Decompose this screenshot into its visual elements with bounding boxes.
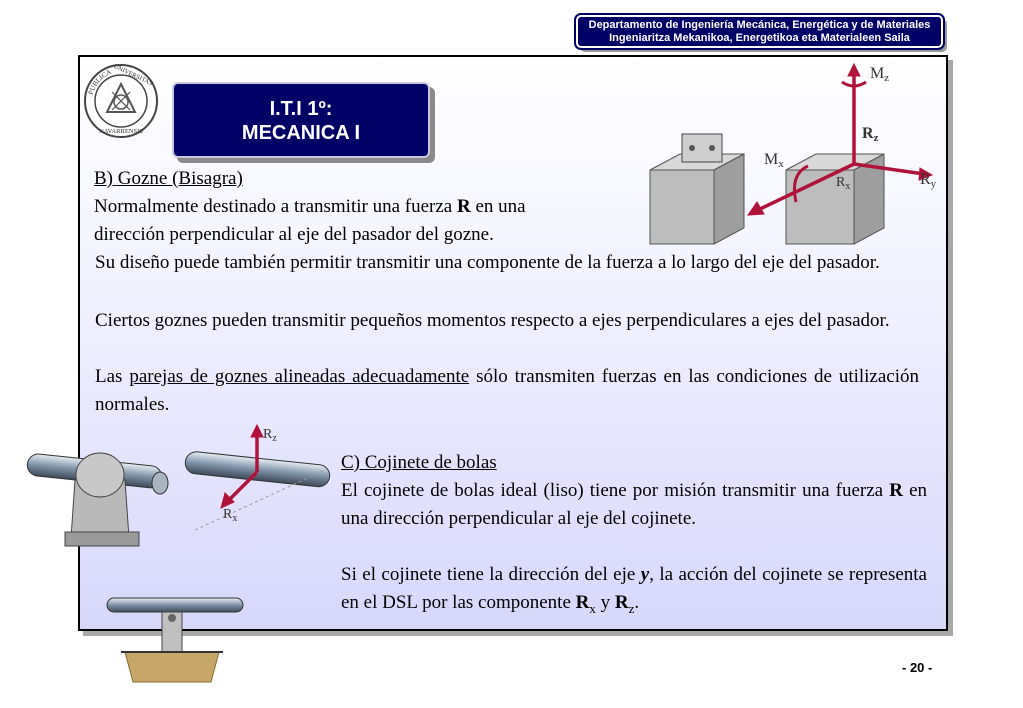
bearing-rx-label: $R_x$ <box>223 507 238 524</box>
bearing-figure <box>25 420 335 690</box>
cojinete-heading: C) Cojinete de bolas <box>341 452 497 473</box>
logo-text-bottom: NAVARRENSIS <box>99 128 143 135</box>
department-name-es: Departamento de Ingeniería Mecánica, Energética y de Materiales <box>588 19 931 31</box>
university-seal-logo <box>82 62 160 140</box>
gozne-heading: B) Gozne (Bisagra) <box>94 168 243 189</box>
gozne-paragraph-2: Su diseño puede también permitir transmitir una componente de la fuerza a lo largo del eje del pasador. <box>95 252 880 273</box>
ry-label: Ry <box>920 171 937 190</box>
page-number: - 20 - <box>902 660 933 675</box>
mz-label: Mz <box>870 65 890 84</box>
department-name-eu: Ingeniaritza Mekanikoa, Energetikoa eta Materialeen Saila <box>609 32 910 44</box>
department-header <box>576 15 943 48</box>
bearing-rz-label: $R_z$ <box>263 427 277 444</box>
course-title-line1: I.T.I 1º: <box>269 98 333 120</box>
gozne-paragraph-1-line2: dirección perpendicular al eje del pasador del gozne. <box>94 224 494 245</box>
cojinete-paragraph-2: Si el cojinete tiene la dirección del eje y, la acción del cojinete se representa en el DSL por las componente $R_x$ y $R_z$. <box>341 564 927 616</box>
logo-text-top: PUBLICA <box>86 67 113 96</box>
rz-label: Rz <box>862 125 879 144</box>
gozne-paragraph-1: Normalmente destinado a transmitir una fuerza R en una <box>94 196 526 217</box>
rx-label: $R_x$ <box>836 175 851 192</box>
mx-label: Mx <box>764 151 784 170</box>
gozne-paragraph-3: Ciertos goznes pueden transmitir pequeños momentos respecto a ejes perpendiculares a ejes del pasador. <box>95 310 890 331</box>
logo-text-top2: UNIVERSITAS <box>112 63 154 88</box>
course-title-line2: MECANICA I <box>241 122 361 144</box>
cojinete-paragraph-1: El cojinete de bolas ideal (liso) tiene por misión transmitir una fuerza R en una dirección perpendicular al eje del cojinete. <box>341 480 928 529</box>
course-title-box <box>172 82 430 158</box>
gozne-paragraph-4: Las parejas de goznes alineadas adecuadamente sólo transmiten fuerzas en las condiciones de utilización normales. <box>95 366 920 415</box>
hinge-figure <box>640 62 940 252</box>
